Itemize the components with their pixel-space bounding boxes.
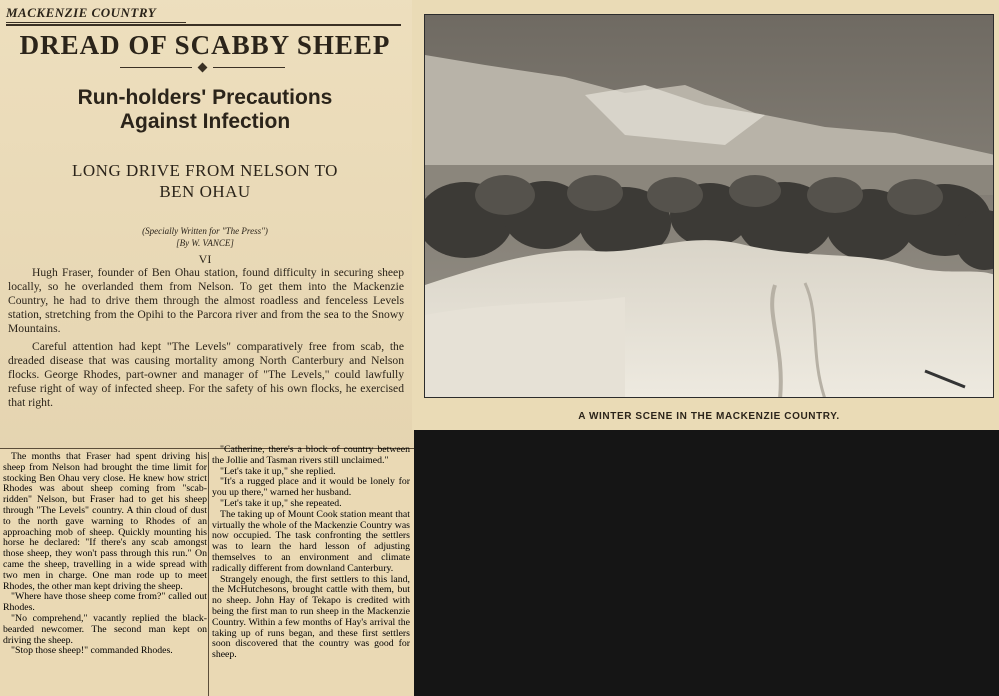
column-paragraph: "Let's take it up," she repeated. [220, 497, 342, 509]
column-paragraph: Strangely enough, the first settlers to this land, the McHutchesons, brought cattle with them, but no sheep. John Hay of Tekapo is credited with being the first man to run sheep in the Mackenzie Country. Within a few months of Hay's arrival the taking up of runs began, and these first settlers soon discovered that the country was good for sheep. [212, 573, 410, 661]
top-rule [6, 24, 401, 26]
lead-paragraph: Hugh Fraser, founder of Ben Ohau station, found difficulty in securing sheep locally, so he overlanded them from Nelson. To get them into the Mackenzie Country, he had to drive them through the almost roadless and fenceless Levels station, stretching from the Opihi to the Parcora river and from the sea to the Snowy Mountains. [8, 266, 404, 335]
column-paragraph: "Catherine, there's a block of country between the Jollie and Tasman rivers still unclaimed." [212, 444, 410, 466]
column-left [3, 452, 207, 657]
subheadline [10, 86, 400, 134]
column-paragraph: The months that Fraser had spent driving his sheep from Nelson had brought the time limit for stocking Ben Ohau very close. He knew how strict Rhodes was about sheep coming from "scab-ridden" Nelson, but Fraser had to get his sheep through "The Levels" country. A thin cloud of dust to the north gave warning to Rhodes of an approaching mob of sheep. Quickly mounting his horse he declared: "If there's any scab amongst those sheep, they won't pass through this run." On came the sheep, travelling in a wide spread with two men in charge. One man rode up to meet Rhodes, the other man kept driving the sheep. [3, 451, 207, 592]
sheep-in-snow-illustration [425, 15, 994, 398]
headline-ornament [120, 64, 285, 72]
column-paragraph: "It's a rugged place and it would be lonely for you up there," warned her husband. [212, 476, 410, 499]
lead-text [8, 266, 404, 414]
subhead-line: Run-holders' Precautions [77, 86, 333, 109]
winter-scene-photo [424, 14, 994, 398]
column-right [212, 445, 410, 661]
section-heading: MACKENZIE COUNTRY [6, 5, 186, 23]
column-divider [208, 452, 209, 696]
byline-author: [By W. VANCE] [176, 238, 234, 248]
deck-line: BEN OHAU [159, 182, 251, 201]
column-paragraph: "Stop those sheep!" commanded Rhodes. [11, 645, 173, 657]
column-paragraph: "No comprehend," vacantly replied the black-bearded newcomer. The second man kept on driving the sheep. [3, 612, 207, 646]
column-paragraph: "Where have those sheep come from?" called out Rhodes. [3, 591, 207, 614]
byline-credit: (Specially Written for "The Press") [142, 226, 268, 236]
column-paragraph: The taking up of Mount Cook station meant that virtually the whole of the Mackenzie Country was now occupied. The task confronting the settlers was to learn the hard lesson of adjusting themselves to an environment and climate radically different from downland Canterbury. [212, 508, 410, 574]
deck-line: LONG DRIVE FROM NELSON TO [72, 161, 338, 180]
byline [10, 225, 400, 249]
column-paragraph: "Let's take it up," she replied. [220, 465, 336, 477]
subhead-line: Against Infection [119, 110, 291, 133]
part-number: VI [198, 252, 212, 266]
photo-caption: A WINTER SCENE IN THE MACKENZIE COUNTRY. [578, 411, 840, 422]
headline: DREAD OF SCABBY SHEEP [19, 30, 391, 60]
deck-headline [10, 160, 400, 202]
lead-paragraph: Careful attention had kept "The Levels" comparatively free from scab, the dreaded disease that was causing mortality among North Canterbury and Nelson flocks. George Rhodes, part-owner and manager of "The Levels," could lawfully refuse right of way of infected sheep. For the safety of his own flocks, he exercised that right. [8, 340, 404, 409]
